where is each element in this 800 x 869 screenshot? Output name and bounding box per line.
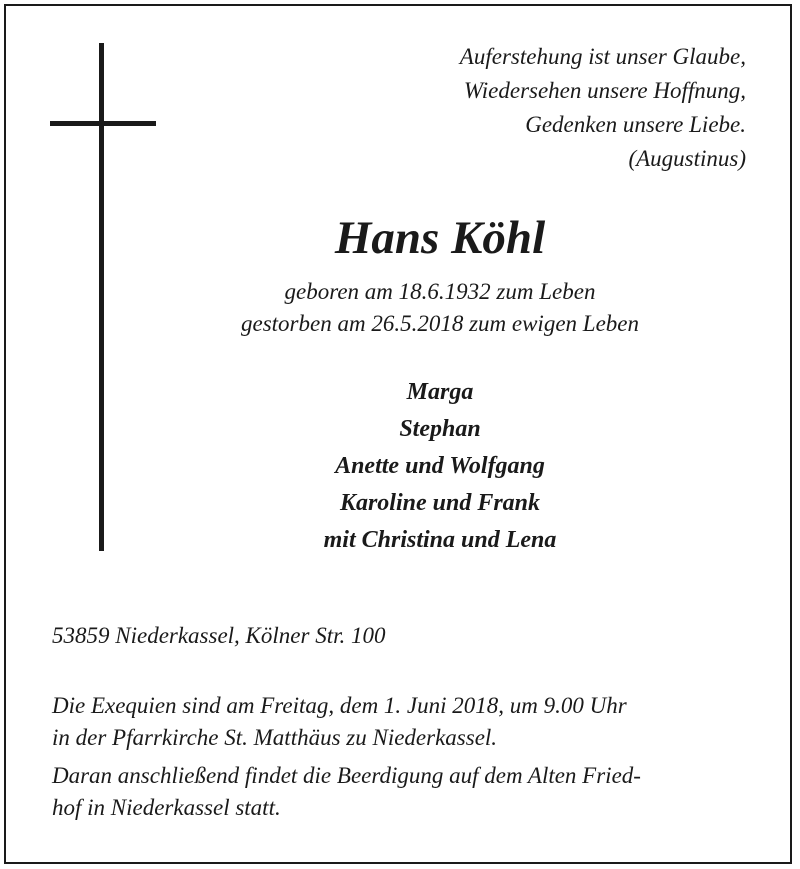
quote-block: [460, 40, 746, 176]
exequien-paragraph: [52, 690, 752, 754]
death-date: gestorben am 26.5.2018 zum ewigen Leben: [241, 311, 639, 336]
exequien-line: in der Pfarrkirche St. Matthäus zu Niederkassel.: [52, 725, 498, 750]
quote-line: Gedenken unsere Liebe.: [525, 112, 746, 137]
deceased-name: Hans Köhl: [334, 212, 546, 264]
family-member: Karoline und Frank: [339, 490, 541, 516]
cross-vertical-bar: [99, 43, 104, 551]
burial-line: Daran anschließend findet die Beerdigung auf dem Alten Fried-: [52, 763, 641, 788]
quote-line: Wiedersehen unsere Hoffnung,: [463, 78, 746, 103]
birth-date: geboren am 18.6.1932 zum Leben: [284, 279, 596, 304]
cross-horizontal-bar: [50, 121, 156, 126]
family-member: Anette und Wolfgang: [335, 453, 545, 479]
family-member: Stephan: [399, 416, 481, 442]
quote-line: Auferstehung ist unser Glaube,: [459, 44, 746, 69]
exequien-line: Die Exequien sind am Freitag, dem 1. Juni 2018, um 9.00 Uhr: [52, 693, 627, 718]
family-list: [190, 374, 690, 559]
life-dates: [140, 276, 740, 340]
address: 53859 Niederkassel, Kölner Str. 100: [52, 623, 386, 648]
service-info: [52, 690, 752, 830]
burial-line: hof in Niederkassel statt.: [52, 795, 281, 820]
family-member: mit Christina und Lena: [323, 527, 557, 553]
quote-author: (Augustinus): [628, 146, 746, 171]
burial-paragraph: [52, 760, 752, 824]
family-member: Marga: [406, 379, 474, 405]
